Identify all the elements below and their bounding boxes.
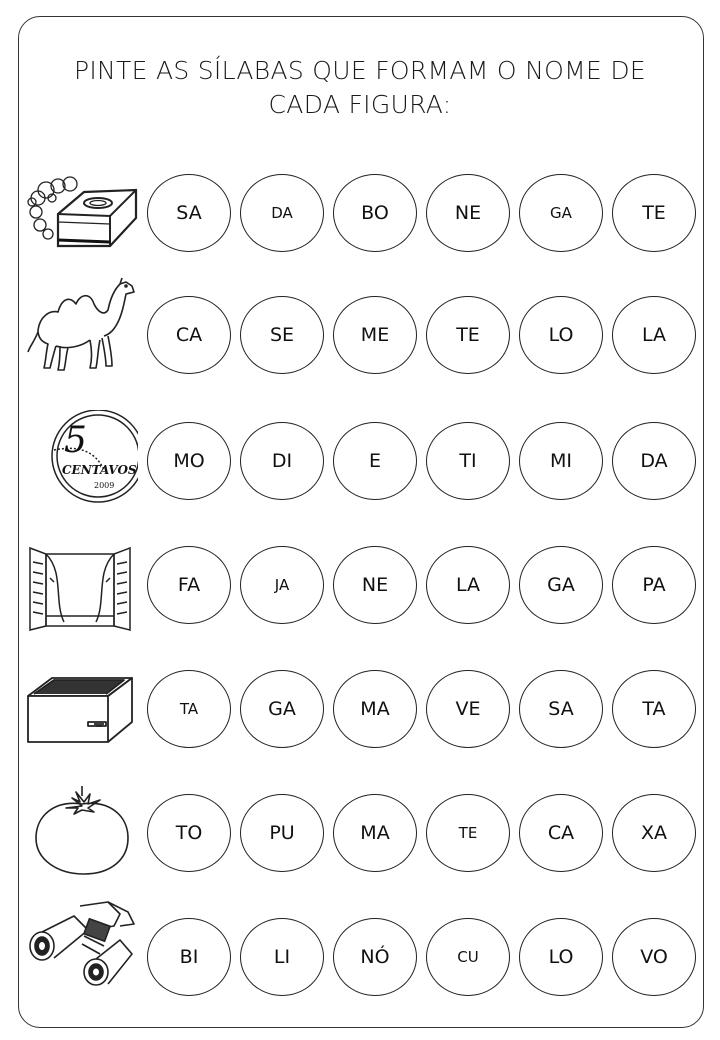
syllable-circle[interactable]: TE <box>426 794 510 872</box>
title-line-1: PINTE AS SÍLABAS QUE FORMAM O NOME DE <box>73 56 646 85</box>
syllable-circle[interactable]: JA <box>240 546 324 624</box>
row-7 <box>0 912 720 1002</box>
syllable-circle[interactable]: GA <box>519 546 603 624</box>
tomato-icon <box>24 782 138 872</box>
syllable-circle[interactable]: MI <box>519 422 603 500</box>
syllable-circle[interactable]: TA <box>612 670 696 748</box>
window-icon <box>24 542 138 632</box>
syllable-circle[interactable]: E <box>333 422 417 500</box>
syllable-circle[interactable]: FA <box>147 546 231 624</box>
syllable-circle[interactable]: BO <box>333 174 417 252</box>
syllable-circle[interactable]: NE <box>426 174 510 252</box>
syllable-circle[interactable]: TA <box>147 670 231 748</box>
syllable-circle[interactable]: GA <box>519 174 603 252</box>
syllable-circle[interactable]: TO <box>147 794 231 872</box>
syllable-circle[interactable]: CA <box>147 296 231 374</box>
coin-number: 5 <box>64 420 87 461</box>
syllable-circle[interactable]: NE <box>333 546 417 624</box>
row-3 <box>0 416 720 506</box>
title-line-2: CADA FIGURA: <box>268 90 452 119</box>
syllable-circle[interactable]: LI <box>240 918 324 996</box>
syllable-circle[interactable]: CA <box>519 794 603 872</box>
syllable-circle[interactable]: DA <box>612 422 696 500</box>
syllable-circle[interactable]: PA <box>612 546 696 624</box>
syllable-circle[interactable]: SA <box>147 174 231 252</box>
binoculars-icon <box>24 896 138 986</box>
syllable-circle[interactable]: BI <box>147 918 231 996</box>
coin-year: 2009 <box>94 481 115 490</box>
syllable-circle[interactable]: DI <box>240 422 324 500</box>
syllable-circle[interactable]: SE <box>240 296 324 374</box>
row-1 <box>0 168 720 258</box>
syllable-circle[interactable]: DA <box>240 174 324 252</box>
syllable-circle[interactable]: PU <box>240 794 324 872</box>
drawer-icon <box>24 664 138 754</box>
syllable-circle[interactable]: TE <box>612 174 696 252</box>
syllable-circle[interactable]: MO <box>147 422 231 500</box>
syllable-circle[interactable]: SA <box>519 670 603 748</box>
syllable-circle[interactable]: LO <box>519 296 603 374</box>
syllable-circle[interactable]: VO <box>612 918 696 996</box>
row-4 <box>0 540 720 630</box>
worksheet-title <box>40 54 680 122</box>
syllable-circle[interactable]: MA <box>333 670 417 748</box>
coin-icon <box>24 410 138 500</box>
syllable-circle[interactable]: CU <box>426 918 510 996</box>
syllable-circle[interactable]: LA <box>426 546 510 624</box>
row-6 <box>0 788 720 878</box>
row-2 <box>0 290 720 380</box>
soap-icon <box>24 170 138 260</box>
syllable-circle[interactable]: ME <box>333 296 417 374</box>
syllable-circle[interactable]: MA <box>333 794 417 872</box>
camel-icon <box>24 272 138 362</box>
row-5 <box>0 664 720 754</box>
syllable-circle[interactable]: GA <box>240 670 324 748</box>
syllable-circle[interactable]: LO <box>519 918 603 996</box>
coin-word: CENTAVOS <box>62 463 137 477</box>
syllable-circle[interactable]: TI <box>426 422 510 500</box>
syllable-circle[interactable]: TE <box>426 296 510 374</box>
syllable-circle[interactable]: XA <box>612 794 696 872</box>
syllable-circle[interactable]: VE <box>426 670 510 748</box>
syllable-circle[interactable]: NÓ <box>333 918 417 996</box>
syllable-circle[interactable]: LA <box>612 296 696 374</box>
